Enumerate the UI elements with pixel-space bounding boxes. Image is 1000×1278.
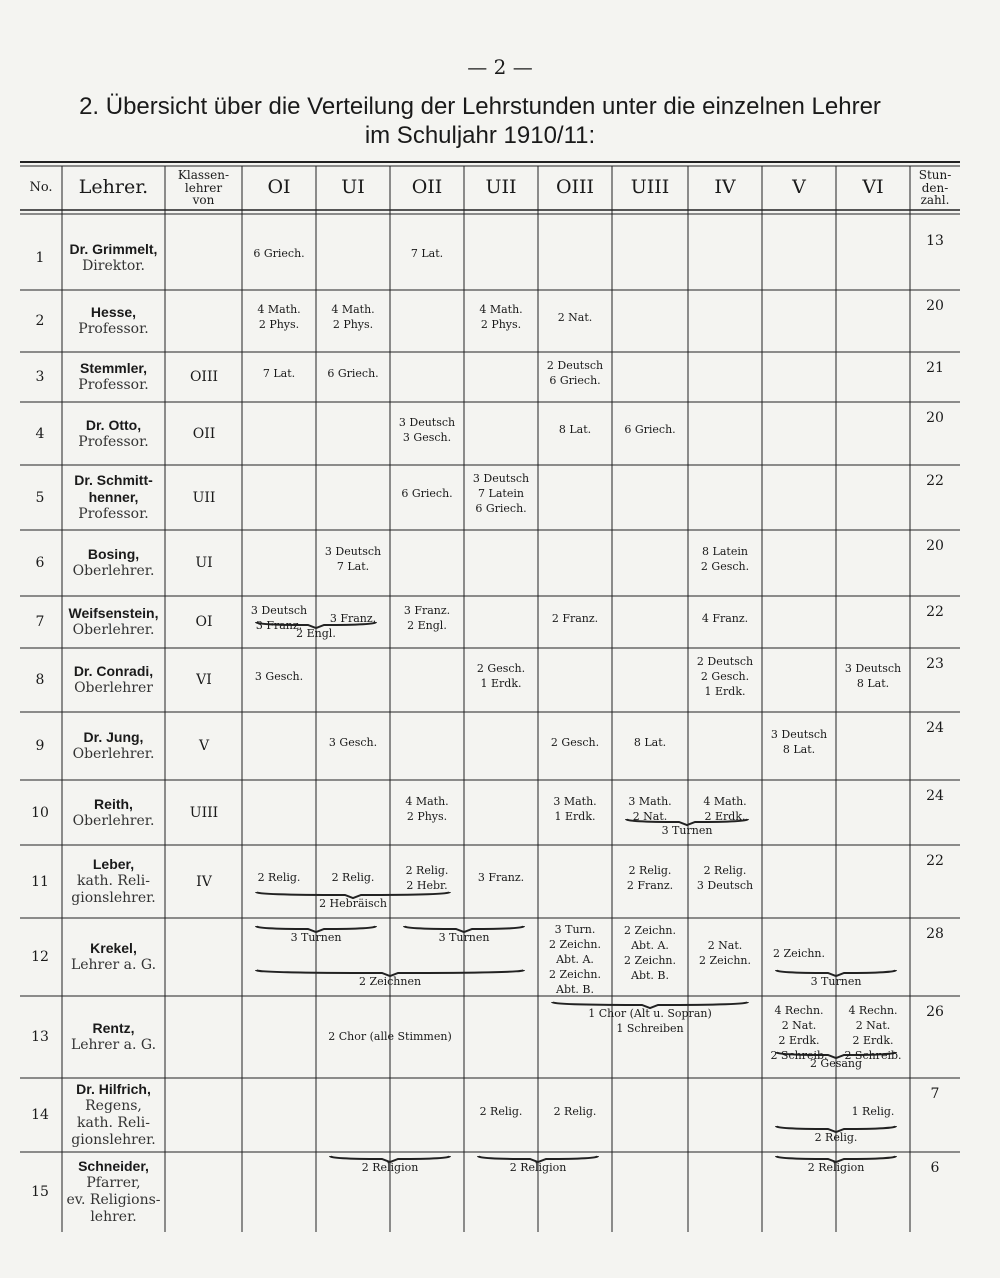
- klassenlehrer-value: OII: [192, 425, 216, 442]
- lesson-cell: 2 Relig. 2 Hebr.: [405, 863, 449, 892]
- teacher-name: Dr. Conradi,: [73, 663, 154, 679]
- lesson-cell: 8 Lat.: [633, 735, 667, 749]
- header-class-v: V: [792, 176, 806, 199]
- header-class-oii: OII: [411, 176, 443, 199]
- lesson-cell: 3 Deutsch 8 Lat.: [844, 662, 902, 690]
- stundenzahl-value: 22: [926, 473, 944, 489]
- lesson-cell: 2 Gesch. 1 Erdk.: [476, 662, 526, 690]
- stundenzahl-value: 20: [926, 410, 944, 426]
- teacher-cell: [62, 605, 165, 639]
- stundenzahl-value: 7: [930, 1086, 940, 1102]
- stundenzahl-value: 22: [926, 604, 944, 620]
- lesson-cell: 3 Franz.: [477, 871, 525, 884]
- teacher-rank: Direktor.: [82, 257, 145, 274]
- lesson-cell: 3 Deutsch 7 Lat.: [324, 545, 382, 573]
- klassenlehrer-value: UII: [192, 489, 216, 506]
- row-number: 5: [35, 489, 45, 506]
- stundenzahl-value: 20: [926, 298, 944, 314]
- teacher-cell: [62, 304, 165, 338]
- teacher-rank: Lehrer a. G.: [70, 957, 157, 973]
- stundenzahl-value: 13: [926, 233, 944, 249]
- header-class-uii: UII: [485, 176, 517, 199]
- teacher-rank: Oberlehrer: [74, 680, 153, 696]
- lesson-cell: 2 Zeichnen: [358, 975, 422, 988]
- stundenzahl-value: 24: [926, 720, 944, 736]
- header-class-iv: IV: [714, 176, 736, 199]
- teacher-rank: Professor.: [78, 321, 149, 337]
- row-number: 7: [35, 614, 45, 630]
- lesson-cell: 2 Zeichn. Abt. A. 2 Zeichn. Abt. B.: [624, 924, 676, 982]
- teacher-name: Rentz,: [92, 1020, 135, 1036]
- klassenlehrer-value: UIII: [189, 804, 219, 821]
- teacher-cell: [62, 856, 165, 907]
- row-number: 13: [31, 1029, 49, 1045]
- teacher-cell: [62, 417, 165, 451]
- lesson-cell: 4 Math. 2 Phys.: [331, 303, 375, 331]
- stundenzahl-value: 21: [926, 360, 944, 376]
- teacher-rank: Regens, kath. Reli- gionslehrer.: [71, 1098, 156, 1148]
- klassenlehrer-value: OI: [195, 614, 213, 630]
- teacher-rank: Pfarrer, ev. Religions- lehrer.: [66, 1175, 161, 1225]
- lesson-cell: 2 Hebräisch: [319, 897, 387, 910]
- lesson-cell: 3 Turnen: [810, 975, 862, 988]
- header-no: No.: [29, 180, 53, 196]
- title-line-1: 2. Übersicht über die Verteilung der Lehrstunden unter die einzelnen Lehrer: [79, 93, 881, 120]
- lesson-cell: 2 Deutsch 2 Gesch. 1 Erdk.: [696, 654, 754, 698]
- header-class-oiii: OIII: [555, 176, 595, 199]
- lesson-cell: 3 Gesch.: [328, 735, 378, 749]
- lesson-cell: 3 Turnen: [290, 931, 342, 944]
- lesson-cell: 7 Lat.: [410, 247, 444, 260]
- teacher-name: Krekel,: [90, 940, 137, 956]
- lesson-cell: 3 Deutsch 8 Lat.: [770, 728, 828, 756]
- row-number: 1: [35, 249, 45, 266]
- lesson-cell: 2 Gesch.: [550, 735, 600, 749]
- teacher-name: Dr. Schmitt- henner,: [74, 472, 153, 505]
- title-line-2: im Schuljahr 1910/11:: [364, 122, 596, 149]
- row-number: 9: [35, 738, 45, 754]
- lesson-cell: 4 Math. 2 Phys.: [479, 303, 523, 331]
- lesson-cell: 2 Nat.: [557, 310, 593, 324]
- lesson-cell: 4 Math. 2 Erdk.: [703, 794, 747, 823]
- teacher-cell: [62, 360, 165, 394]
- lesson-cell: 2 Zeichn.: [773, 946, 825, 960]
- teacher-cell: [62, 1158, 165, 1226]
- lesson-cell: 4 Franz.: [701, 611, 749, 625]
- lesson-cell: 2 Engl.: [296, 627, 336, 640]
- lesson-cell: 3 Gesch.: [254, 669, 304, 683]
- header-class-ui: UI: [341, 176, 365, 199]
- teacher-rank: Professor.: [78, 433, 149, 450]
- header-lehrer: Lehrer.: [78, 176, 149, 199]
- lesson-cell: 3 Franz.: [329, 611, 377, 625]
- lesson-cell: 8 Lat.: [558, 423, 592, 436]
- lesson-cell: 2 Nat. 2 Zeichn.: [699, 939, 751, 967]
- lesson-cell: 3 Turn. 2 Zeichn. Abt. A. 2 Zeichn. Abt. B.: [549, 923, 601, 996]
- teacher-name: Schneider,: [78, 1158, 149, 1174]
- teacher-name: Dr. Otto,: [85, 416, 142, 433]
- lesson-cell: 2 Relig.: [331, 871, 375, 884]
- lesson-cell: 2 Relig.: [814, 1131, 858, 1144]
- stundenzahl-value: 22: [926, 853, 944, 869]
- lesson-cell: 4 Rechn. 2 Nat. 2 Erdk. 2 Schreib.: [844, 1004, 902, 1062]
- lesson-cell: 2 Religion: [509, 1161, 567, 1174]
- lesson-cell: 6 Griech.: [401, 487, 453, 500]
- teacher-rank: Professor.: [78, 377, 149, 393]
- teacher-cell: [62, 796, 165, 830]
- row-number: 2: [35, 313, 45, 329]
- teacher-cell: [62, 663, 165, 697]
- teacher-name: Dr. Jung,: [83, 729, 144, 745]
- teacher-name: Weifsenstein,: [68, 605, 159, 621]
- row-number: 14: [31, 1107, 49, 1123]
- teacher-rank: Professor.: [78, 506, 149, 522]
- row-number: 6: [35, 555, 45, 571]
- lesson-cell: 2 Franz.: [551, 611, 599, 625]
- stundenzahl-value: 20: [926, 538, 944, 554]
- header-class-vi: VI: [862, 176, 884, 199]
- lesson-cell: 4 Math. 2 Phys.: [257, 303, 301, 331]
- lesson-cell: 2 Deutsch 6 Griech.: [546, 359, 604, 387]
- stundenzahl-value: 26: [926, 1004, 944, 1020]
- lesson-cell: 3 Deutsch 7 Latein 6 Griech.: [472, 472, 530, 515]
- teacher-rank: Lehrer a. G.: [70, 1037, 157, 1053]
- lesson-cell: 6 Griech.: [624, 423, 676, 436]
- klassenlehrer-value: V: [198, 738, 210, 754]
- header-stundenzahl: Stun- den- zahl.: [918, 168, 952, 208]
- page-number: — 2 —: [467, 55, 533, 79]
- lesson-cell: 2 Relig.: [479, 1104, 523, 1118]
- row-number: 8: [35, 672, 45, 688]
- teacher-name: Reith,: [94, 795, 133, 812]
- lesson-cell: 7 Lat.: [262, 366, 296, 380]
- lesson-cell: 4 Rechn. 2 Nat. 2 Erdk. 2 Schreib.: [770, 1004, 828, 1062]
- lesson-cell: 6 Griech.: [253, 247, 305, 260]
- klassenlehrer-value: OIII: [189, 369, 219, 385]
- teacher-rank: kath. Reli- gionslehrer.: [71, 873, 156, 906]
- lesson-cell: 3 Turnen: [438, 931, 490, 944]
- lesson-cell: 8 Latein 2 Gesch.: [700, 545, 750, 573]
- row-number: 4: [35, 425, 45, 442]
- klassenlehrer-value: VI: [196, 672, 212, 688]
- teacher-name: Bosing,: [87, 546, 140, 562]
- lesson-cell: 3 Deutsch 3 Gesch.: [398, 415, 456, 444]
- klassenlehrer-value: UI: [195, 555, 213, 571]
- teacher-cell: [62, 1081, 165, 1149]
- lesson-cell: 1 Relig.: [851, 1104, 895, 1118]
- teacher-name: Stemmler,: [80, 360, 147, 376]
- teacher-name: Hesse,: [90, 304, 137, 320]
- teacher-name: Dr. Hilfrich,: [76, 1081, 151, 1097]
- teacher-cell: [62, 1020, 165, 1054]
- row-number: 3: [35, 369, 45, 385]
- lesson-cell: 4 Math. 2 Phys.: [405, 794, 449, 823]
- klassenlehrer-value: IV: [196, 873, 212, 890]
- lesson-cell: 3 Franz. 2 Engl.: [403, 604, 451, 632]
- lesson-cell: 3 Math. 1 Erdk.: [553, 794, 597, 823]
- lesson-cell: 2 Relig.: [553, 1104, 597, 1118]
- teacher-rank: Oberlehrer.: [72, 622, 155, 638]
- teacher-rank: Oberlehrer.: [72, 812, 155, 829]
- teacher-cell: [62, 241, 165, 275]
- teacher-cell: [62, 940, 165, 974]
- lesson-cell: 2 Relig. 2 Franz.: [626, 863, 674, 892]
- lesson-cell: 2 Chor (alle Stimmen): [328, 1030, 452, 1043]
- teacher-rank: Oberlehrer.: [72, 563, 155, 579]
- teacher-cell: [62, 546, 165, 580]
- row-number: 15: [31, 1184, 49, 1200]
- teacher-cell: [62, 472, 165, 523]
- lesson-cell: 1 Chor (Alt u. Sopran) 1 Schreiben: [588, 1007, 712, 1035]
- teacher-name: Dr. Grimmelt,: [69, 240, 158, 257]
- stundenzahl-value: 28: [926, 926, 944, 942]
- lesson-cell: 2 Religion: [361, 1161, 419, 1174]
- lesson-cell: 2 Relig. 3 Deutsch: [696, 863, 754, 892]
- row-number: 11: [31, 873, 49, 890]
- header-klassenlehrer: Klassen- lehrer von: [177, 168, 230, 208]
- stundenzahl-value: 23: [926, 656, 944, 672]
- lesson-cell: 2 Relig.: [257, 871, 301, 884]
- lesson-cell: 3 Math. 2 Nat.: [628, 794, 672, 823]
- lesson-cell: 6 Griech.: [327, 366, 379, 380]
- stundenzahl-value: 6: [930, 1160, 940, 1176]
- lesson-cell: 2 Religion: [807, 1161, 865, 1174]
- teacher-rank: Oberlehrer.: [72, 746, 155, 762]
- teacher-cell: [62, 729, 165, 763]
- lesson-cell: 3 Turnen: [661, 824, 713, 837]
- header-class-uiii: UIII: [630, 176, 670, 199]
- row-number: 12: [31, 949, 49, 965]
- row-number: 10: [31, 804, 49, 821]
- header-class-oi: OI: [267, 176, 291, 199]
- teacher-name: Leber,: [92, 856, 135, 872]
- lesson-cell: 3 Deutsch 3 Franz.: [250, 604, 308, 632]
- stundenzahl-value: 24: [926, 788, 944, 804]
- lesson-cell: 2 Gesang: [809, 1057, 863, 1070]
